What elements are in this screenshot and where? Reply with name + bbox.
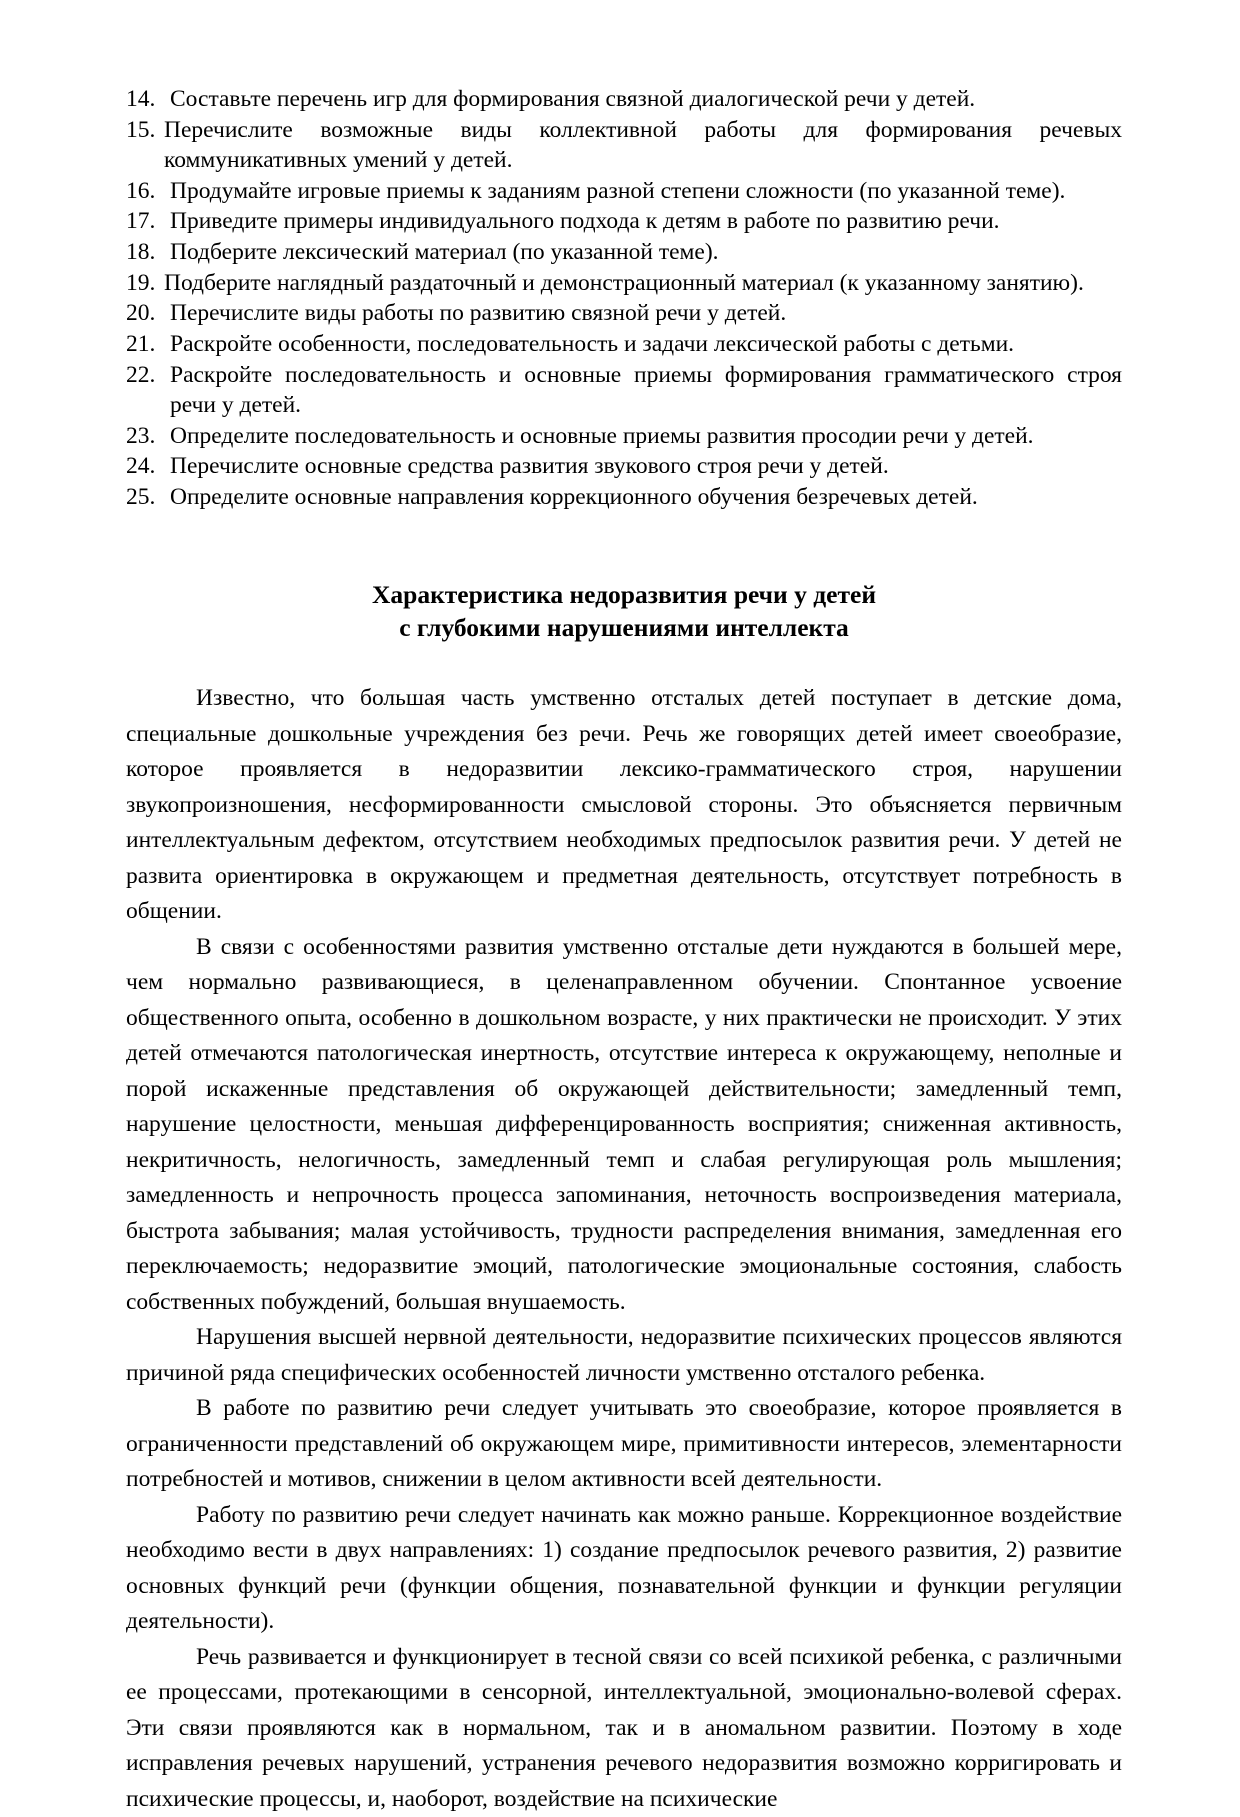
list-item: [126, 84, 1122, 114]
list-item-text: Определите последовательность и основные приемы развития просодии речи у детей.: [170, 422, 1034, 449]
list-item-number: 19.: [126, 269, 156, 296]
list-item-number: 24.: [126, 453, 156, 480]
list-item: [126, 268, 1122, 298]
body-paragraph: Работу по развитию речи следует начинать как можно раньше. Коррекционное воздействие необходимо вести в двух направлениях: 1) создание предпосылок речевого развития, 2) развитие основных функций речи (функции общения, познавательной функции и функции регуляции деятельности).: [126, 1501, 1122, 1635]
list-item: [126, 206, 1122, 236]
list-item-number: 18.: [126, 239, 156, 266]
list-item-number: 17.: [126, 208, 156, 235]
list-item: [126, 329, 1122, 359]
list-item: [126, 421, 1122, 451]
body-paragraph: Нарушения высшей нервной деятельности, недоразвитие психических процессов являются причиной ряда специфических особенностей личности умственно отсталого ребенка.: [126, 1324, 1122, 1386]
list-item: [126, 298, 1122, 328]
body-paragraph: Речь развивается и функционирует в тесной связи со всей психикой ребенка, с различными ее процессами, протекающими в сенсорной, интеллектуальной, эмоционально-волевой сферах. Эти связи проявляются как в нормальном, так и в аномальном развитии. Поэтому в ходе исправления речевых нарушений, устранения речевого недоразвития возможно корригировать и психические процессы, и, наоборот, воздействие на психические: [126, 1643, 1122, 1812]
list-item-number: 20.: [126, 300, 156, 327]
list-item: [126, 360, 1122, 420]
list-item-text: Составьте перечень игр для формирования связной диалогической речи у детей.: [170, 86, 976, 112]
body-paragraph: В связи с особенностями развития умственно отсталые дети нуждаются в большей мере, чем нормально развивающиеся, в целенаправленном обучении. Спонтанное усвоение общественного опыта, особенно в дошкольном возрасте, у них практически не происходит. У этих детей отмечаются патологическая инертность, отсутствие интереса к окружающему, неполные и порой искаженные представления об окружающей действительности; замедленный темп, нарушение целостности, меньшая дифференцированность восприятия; сниженная активность, некритичность, нелогичность, замедленный темп и слабая регулирующая роль мышления; замедленность и непрочность процесса запоминания, неточность воспроизведения материала, быстрота забывания; малая устойчивость, трудности распределения внимания, замедленная его переключаемость; недоразвитие эмоций, патологические эмоциональные состояния, слабость собственных побуждений, большая внушаемость.: [126, 933, 1122, 1315]
list-item-text: Перечислите виды работы по развитию связной речи у детей.: [170, 300, 787, 327]
page-title: [126, 578, 1122, 644]
list-item-text: Раскройте особенности, последовательность и задачи лексической работы с детьми.: [170, 331, 1015, 358]
list-item-text: Определите основные направления коррекционного обучения безречевых детей.: [170, 484, 978, 511]
list-item-number: 21.: [126, 331, 156, 358]
question-list: [126, 84, 1122, 512]
list-item-number: 23.: [126, 422, 156, 449]
list-item: [126, 451, 1122, 481]
page-title-line-2: с глубокими нарушениями интеллекта: [399, 613, 849, 643]
list-item: [126, 115, 1122, 175]
list-item-number: 15.: [126, 116, 156, 143]
list-item-number: 25.: [126, 484, 156, 511]
list-item-number: 16.: [126, 177, 156, 204]
list-item-text: Перечислите основные средства развития звукового строя речи у детей.: [170, 453, 889, 480]
list-item-text: Подберите наглядный раздаточный и демонстрационный материал (к указанному занятию).: [164, 269, 1084, 296]
list-item: [126, 237, 1122, 267]
list-item-text: Перечислите возможные виды коллективной работы для формирования речевых коммуникативных умений у детей.: [164, 116, 1122, 173]
list-item: [126, 482, 1122, 512]
list-item: [126, 176, 1122, 206]
list-item-number: 14.: [126, 86, 156, 112]
body-paragraph: Известно, что большая часть умственно отсталых детей поступает в детские дома, специальные дошкольные учреждения без речи. Речь же говорящих детей имеет своеобразие, которое проявляется в недоразвитии лексико-грамматического строя, нарушении звукопроизношения, несформированности смысловой стороны. Это объясняется первичным интеллектуальным дефектом, отсутствием необходимых предпосылок развития речи. У детей не развита ориентировка в окружающем и предметная деятельность, отсутствует потребность в общении.: [126, 685, 1122, 925]
list-item-number: 22.: [126, 361, 156, 388]
list-item-text: Раскройте последовательность и основные приемы формирования грамматического строя речи у детей.: [170, 361, 1122, 419]
document-body: [126, 84, 1122, 1817]
body-paragraph: В работе по развитию речи следует учитывать это своеобразие, которое проявляется в ограниченности представлений об окружающем мире, примитивности интересов, элементарности потребностей и мотивов, снижении в целом активности всей деятельности.: [126, 1395, 1122, 1493]
list-item-text: Продумайте игровые приемы к заданиям разной степени сложности (по указанной теме).: [170, 177, 1066, 204]
page-title-line-1: Характеристика недоразвития речи у детей: [371, 580, 877, 610]
list-item-text: Подберите лексический материал (по указанной теме).: [170, 239, 719, 266]
list-item-text: Приведите примеры индивидуального подхода к детям в работе по развитию речи.: [170, 208, 1000, 235]
